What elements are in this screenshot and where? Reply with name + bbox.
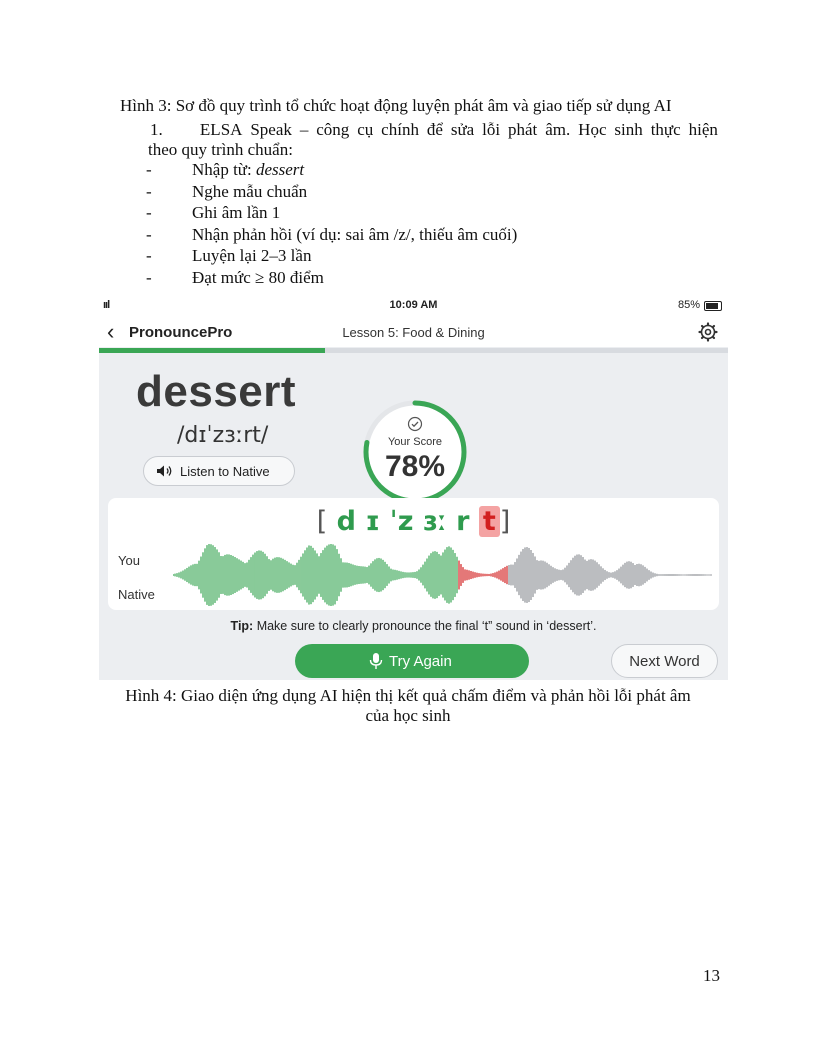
list-item	[146, 182, 706, 204]
word: sửa	[450, 120, 475, 139]
word: thực	[650, 120, 681, 139]
phoneme-error: t	[479, 506, 500, 537]
check-circle-icon	[407, 416, 423, 432]
app-name[interactable]: PronouncePro	[129, 324, 233, 341]
signal-icon: ııl	[103, 299, 110, 311]
bullet-dash: -	[146, 203, 152, 222]
word: cụ	[357, 120, 374, 139]
phoneme-breakdown	[108, 506, 719, 537]
microphone-icon	[369, 652, 383, 670]
app-screenshot	[99, 295, 728, 680]
native-label: Native	[118, 587, 155, 602]
target-word: dessert	[136, 367, 297, 416]
word: để	[426, 120, 443, 139]
gear-icon[interactable]	[698, 322, 718, 342]
phonemes-correct: d ɪ ˈz ɜː r	[336, 506, 470, 537]
bullet-dash: -	[146, 267, 152, 287]
word: âm.	[545, 120, 571, 139]
back-chevron-icon[interactable]: ‹	[107, 319, 115, 344]
tip-body: Make sure to clearly pronounce the final ‘t” sound in ‘dessert’.	[253, 619, 597, 633]
step-label: Nhập từ:	[192, 160, 256, 179]
try-again-button[interactable]	[295, 644, 529, 678]
bracket-open: [	[316, 506, 328, 537]
word: phát	[508, 120, 538, 139]
list-item	[146, 203, 706, 225]
target-ipa: /dɪˈzɜːrt/	[177, 423, 269, 448]
word: công	[316, 120, 350, 139]
tip-label: Tip:	[230, 619, 254, 633]
score-value: 78%	[384, 450, 446, 483]
page-number: 13	[703, 966, 720, 985]
waveform	[173, 542, 713, 608]
figure-3-caption: Hình 3: Sơ đồ quy trình tổ chức hoạt động luyện phát âm và giao tiếp sử dụng AI	[120, 96, 672, 115]
listen-native-button[interactable]	[143, 456, 295, 486]
waveform-card	[108, 498, 719, 610]
next-word-button[interactable]: Next Word	[611, 644, 718, 678]
bullet-dash: -	[146, 181, 152, 201]
bracket-close: ]	[499, 506, 511, 537]
bullet-dash: -	[146, 224, 152, 244]
step-text: Nhận phản hồi (ví dụ: sai âm /z/, thiếu âm cuối)	[192, 224, 518, 244]
nav-bar	[99, 317, 728, 347]
you-label: You	[118, 553, 140, 568]
word: Speak	[250, 120, 292, 139]
numbered-item-1	[148, 120, 718, 160]
list-item	[146, 225, 706, 247]
listen-native-label: Listen to Native	[180, 464, 270, 479]
step-word: dessert	[255, 160, 305, 179]
score-display	[361, 398, 469, 506]
word: lỗi	[482, 120, 501, 139]
bullet-dash: -	[146, 160, 152, 179]
try-again-label: Try Again	[389, 653, 452, 670]
word: ELSA	[199, 120, 243, 139]
figure-4-caption-line-1: Hình 4: Giao diện ứng dụng AI hiện thị kết quả chấm điểm và phản hồi lỗi phát âm	[125, 686, 691, 705]
lesson-progress-fill	[99, 348, 325, 353]
status-time: 10:09 AM	[389, 299, 438, 311]
process-steps-list	[146, 160, 706, 289]
bullet-dash: -	[146, 246, 152, 265]
step-text: Đạt mức ≥ 80 điểm	[192, 267, 324, 287]
item-1-line-2: theo quy trình chuẩn:	[148, 140, 293, 159]
item-number: 1.	[150, 120, 163, 139]
list-item	[146, 268, 706, 290]
tip-text	[99, 619, 728, 633]
word: hiện	[688, 120, 718, 139]
figure-4-caption-line-2: của học sinh	[365, 706, 451, 725]
status-bar	[99, 295, 728, 317]
item-1-line-1	[148, 120, 718, 140]
word: sinh	[614, 120, 643, 139]
score-label: Your Score	[387, 436, 443, 448]
lesson-progress-bar	[99, 348, 728, 353]
step-text: Nghe mẫu chuẩn	[192, 181, 308, 201]
list-item	[146, 160, 706, 182]
word: chính	[381, 120, 419, 139]
speaker-icon	[156, 464, 174, 478]
battery-level: 85%	[677, 299, 700, 311]
step-text	[192, 160, 304, 180]
lesson-title: Lesson 5: Food & Dining	[342, 325, 485, 340]
figure-4-caption	[90, 686, 726, 726]
list-item	[146, 246, 706, 268]
word: Học	[578, 120, 607, 139]
battery-icon	[704, 301, 722, 311]
step-text: Ghi âm lần 1	[192, 203, 281, 222]
step-text: Luyện lại 2–3 lần	[192, 246, 312, 265]
word: –	[299, 120, 309, 139]
